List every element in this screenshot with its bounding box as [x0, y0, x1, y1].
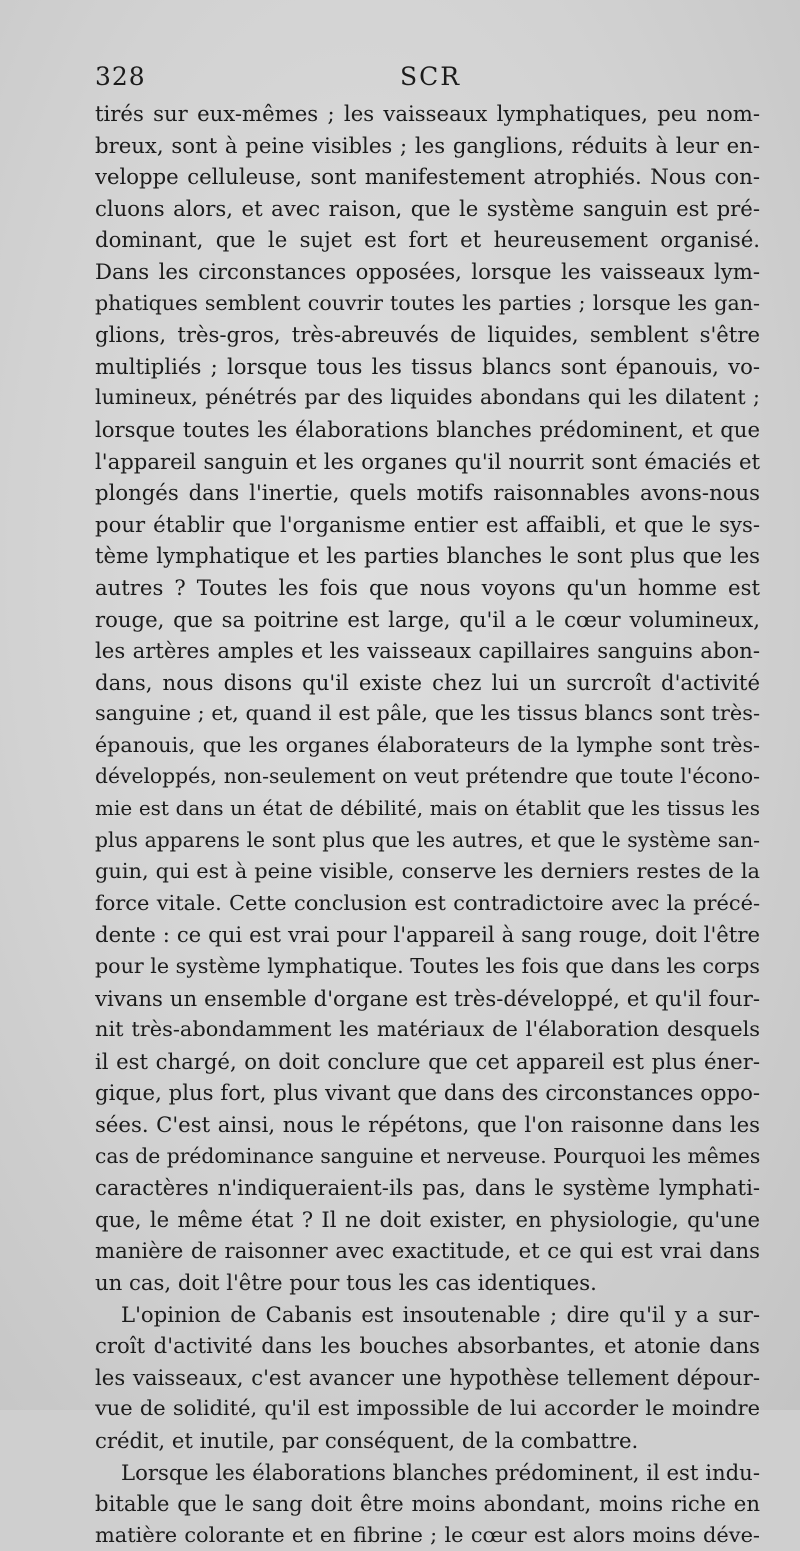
paragraph-start-line: L'opinion de Cabanis est insoutenable ; dire qu'il y a sur- — [121, 1301, 760, 1327]
text-line: autres ? Toutes les fois que nous voyons qu'un homme est — [95, 574, 760, 600]
text-line: dans, nous disons qu'il existe chez lui un surcroît d'activité — [95, 669, 760, 695]
text-line: tirés sur eux-mêmes ; les vaisseaux lymphatiques, peu nom- — [95, 101, 760, 126]
text-line: veloppe celluleuse, sont manifestement atrophiés. Nous con- — [95, 164, 760, 190]
text-line: pour établir que l'organisme entier est affaibli, et que le sys- — [95, 511, 760, 537]
text-line: croît d'activité dans les bouches absorbantes, et atonie dans — [95, 1333, 760, 1359]
text-line: matière colorante et en fibrine ; le cœur est alors moins déve- — [95, 1522, 760, 1547]
text-line: Dans les circonstances opposées, lorsque les vaisseaux lym- — [95, 258, 760, 284]
text-line: rouge, que sa poitrine est large, qu'il a le cœur volumineux, — [95, 606, 760, 632]
page-header — [95, 62, 755, 98]
text-line: lorsque toutes les élaborations blanches prédominent, et que — [95, 416, 760, 442]
text-line: que, le même état ? Il ne doit exister, en physiologie, qu'une — [95, 1206, 760, 1232]
text-line: glions, très-gros, très-abreuvés de liquides, semblent s'être — [95, 322, 760, 348]
text-line: dente : ce qui est vrai pour l'appareil à sang rouge, doit l'être — [95, 922, 760, 948]
text-line: les vaisseaux, c'est avancer une hypothèse tellement dépour- — [95, 1364, 760, 1390]
page-number: 328 — [95, 62, 146, 91]
text-line: tème lymphatique et les parties blanches le sont plus que les — [95, 543, 760, 569]
text-line: phatiques semblent couvrir toutes les parties ; lorsque les gan- — [95, 290, 760, 315]
text-line: sanguine ; et, quand il est pâle, que les tissus blancs sont très- — [95, 701, 760, 726]
paragraph-end-line: un cas, doit l'être pour tous les cas identiques. — [95, 1269, 597, 1295]
text-line: force vitale. Cette conclusion est contradictoire avec la précé- — [95, 890, 760, 915]
text-line: gique, plus fort, plus vivant que dans des circonstances oppo- — [95, 1080, 760, 1106]
paragraph-end-line: crédit, et inutile, par conséquent, de la combattre. — [95, 1427, 639, 1453]
text-line: dominant, que le sujet est fort et heureusement organisé. — [95, 227, 760, 253]
text-line: caractères n'indiqueraient-ils pas, dans le système lymphati- — [95, 1175, 760, 1201]
text-line: l'appareil sanguin et les organes qu'il nourrit sont émaciés et — [95, 448, 760, 474]
text-line: vue de solidité, qu'il est impossible de lui accorder le moindre — [95, 1396, 760, 1421]
text-line: épanouis, que les organes élaborateurs de la lymphe sont très- — [95, 732, 760, 757]
body-text — [95, 98, 760, 1551]
text-line: il est chargé, on doit conclure que cet appareil est plus éner- — [95, 1048, 760, 1074]
text-line: multipliés ; lorsque tous les tissus blancs sont épanouis, vo- — [95, 353, 760, 379]
text-line: mie est dans un état de débilité, mais on établit que les tissus les — [95, 796, 760, 821]
text-line: bitable que le sang doit être moins abondant, moins riche en — [95, 1491, 760, 1517]
text-line: les artères amples et les vaisseaux capillaires sanguins abon- — [95, 638, 760, 664]
paragraph-start-line: Lorsque les élaborations blanches prédominent, il est indu- — [121, 1459, 760, 1485]
text-line: cluons alors, et avec raison, que le système sanguin est pré- — [95, 195, 760, 221]
text-line: développés, non-seulement on veut prétendre que toute l'écono- — [95, 764, 760, 789]
text-line: cas de prédominance sanguine et nerveuse. Pourquoi les mêmes — [95, 1143, 760, 1168]
text-line: guin, qui est à peine visible, conserve les derniers restes de la — [95, 859, 760, 884]
text-line: nit très-abondamment les matériaux de l'élaboration desquels — [95, 1017, 760, 1042]
text-line: plongés dans l'inertie, quels motifs raisonnables avons-nous — [95, 480, 760, 506]
text-line: manière de raisonner avec exactitude, et ce qui est vrai dans — [95, 1238, 760, 1264]
text-line: sées. C'est ainsi, nous le répétons, que l'on raisonne dans les — [95, 1112, 760, 1137]
text-line: lumineux, pénétrés par des liquides abondans qui les dilatent ; — [95, 385, 760, 410]
text-line: plus apparens le sont plus que les autres, et que le système san- — [95, 827, 760, 852]
text-line: breux, sont à peine visibles ; les ganglions, réduits à leur en- — [95, 132, 760, 158]
text-line: vivans un ensemble d'organe est très-développé, et qu'il four- — [95, 985, 760, 1011]
running-head: SCR — [400, 62, 462, 91]
text-line: pour le système lymphatique. Toutes les fois que dans les corps — [95, 954, 760, 979]
